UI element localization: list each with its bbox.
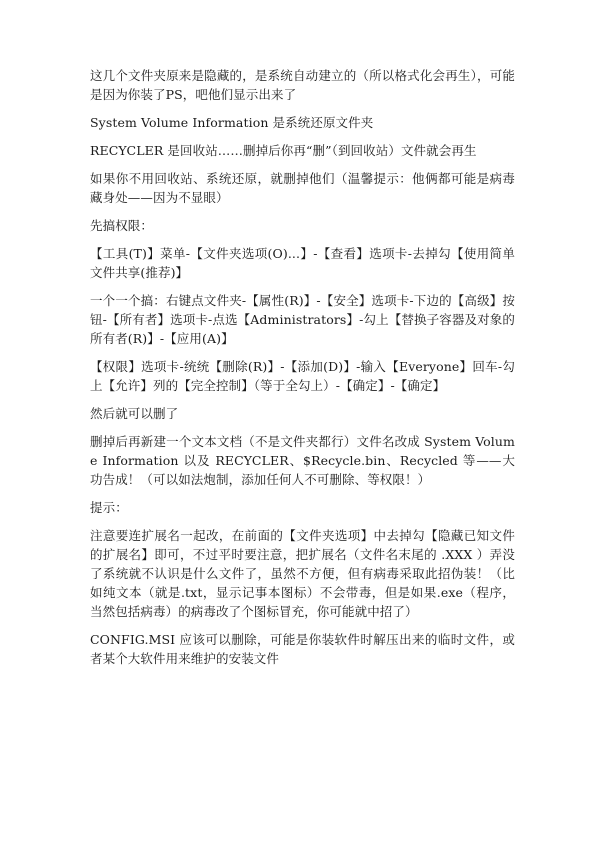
paragraph-delete-advice: 如果你不用回收站、系统还原，就删掉他们（温馨提示：他俩都可能是病毒藏身处——因为不显眼） bbox=[90, 171, 515, 205]
paragraph-recreate-files: 删掉后再新建一个文本文档（不是文件夹都行）文件名改成 System Volume Information 以及 RECYCLER、$Recycle.bin、Recycled 等——大功告成！（可以如法炮制，添加任何人不可删除、等权限！） bbox=[90, 434, 515, 487]
paragraph-system-volume-information: System Volume Information 是系统还原文件夹 bbox=[90, 115, 374, 130]
heading-permissions: 先搞权限： bbox=[90, 218, 154, 233]
document-page bbox=[90, 66, 515, 677]
paragraph-extension-tip: 注意要连扩展名一起改，在前面的【文件夹选项】中去掉勾【隐藏已知文件的扩展名】即可，不过平时要注意，把扩展名（文件名末尾的 .XXX ）弄没了系统就不认识是什么文件了，虽然不方便，但有病毒采取此招伪装！（比如纯文本（就是.txt，显示记事本图标）不会带毒，但是如果.exe（程序，当然包括病毒）的病毒改了个图标冒充，你可能就中招了） bbox=[90, 528, 515, 619]
heading-tips: 提示： bbox=[90, 500, 128, 515]
paragraph-recycler: RECYCLER 是回收站……删掉后你再“删”（到回收站）文件就会再生 bbox=[90, 143, 477, 158]
paragraph-folder-options-steps: 【工具(T)】菜单-【文件夹选项(O)...】-【查看】选项卡-去掉勾【使用简单文件共享(推荐)】 bbox=[90, 246, 515, 280]
paragraph-owner-steps: 一个一个搞：右键点文件夹-【属性(R)】-【安全】选项卡-下边的【高级】按钮-【所有者】选项卡-点选【Administrators】-勾上【替换子容器及对象的所有者(R)】-【应用(A)】 bbox=[90, 293, 515, 346]
paragraph-then-delete: 然后就可以删了 bbox=[90, 406, 179, 421]
paragraph-config-msi: CONFIG.MSI 应该可以删除，可能是你装软件时解压出来的临时文件，或者某个大软件用来维护的安装文件 bbox=[90, 632, 515, 666]
paragraph-hidden-folders-intro: 这几个文件夹原来是隐藏的，是系统自动建立的（所以格式化会再生），可能是因为你装了PS，吧他们显示出来了 bbox=[90, 68, 515, 102]
paragraph-permission-steps: 【权限】选项卡-统统【删除(R)】-【添加(D)】-输入【Everyone】回车-勾上【允许】列的【完全控制】（等于全勾上）-【确定】-【确定】 bbox=[90, 359, 515, 393]
